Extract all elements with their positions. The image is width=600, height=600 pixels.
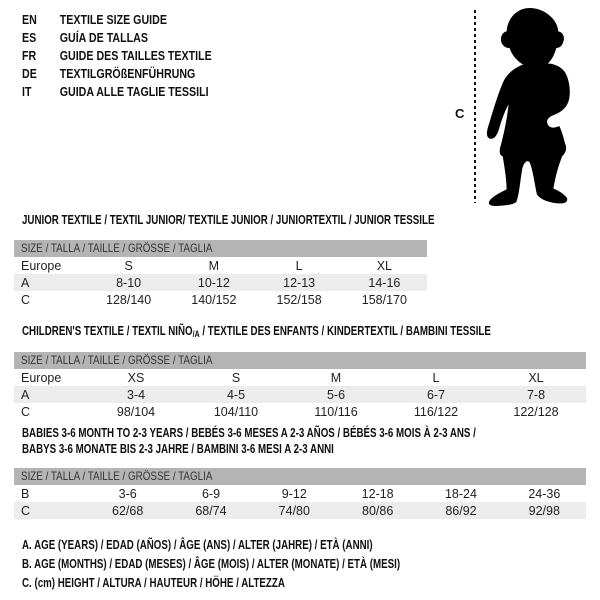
language-row-it: [22, 82, 212, 100]
size-cell: L: [295, 258, 303, 273]
size-cell: S: [124, 258, 133, 273]
language-code: ES: [22, 29, 37, 45]
row-label: C: [21, 292, 31, 307]
value-cell: 74/80: [278, 503, 310, 518]
size-cell: XS: [127, 370, 145, 385]
value-cell: 152/158: [276, 292, 322, 307]
language-code: EN: [22, 11, 37, 27]
value-cell: 92/98: [528, 503, 560, 518]
language-title-list: [22, 10, 253, 100]
children-section-title: [22, 323, 600, 342]
junior-size-table: [14, 240, 427, 308]
table-row-europe: [14, 369, 586, 386]
value-cell: 98/104: [116, 404, 156, 419]
language-title: GUIDE DES TAILLES TEXTILE: [59, 47, 212, 63]
language-title: GUIDA ALLE TAGLIE TESSILI: [59, 83, 209, 99]
value-cell: 104/110: [213, 404, 259, 419]
value-cell: 7-8: [526, 387, 546, 402]
size-cell: L: [432, 370, 440, 385]
size-header-label: SIZE / TALLA / TAILLE / GRÖSSE / TAGLIA: [21, 469, 213, 483]
height-dashed-line: [474, 10, 476, 203]
size-cell: S: [231, 370, 241, 385]
children-title-pre: CHILDREN'S TEXTILE / TEXTIL NIÑO: [22, 324, 193, 338]
size-cell: XL: [376, 258, 393, 273]
value-cell: 12-18: [361, 486, 394, 501]
row-label: A: [21, 387, 30, 402]
row-label: Europe: [21, 370, 62, 385]
table-row-age-months: [14, 485, 586, 502]
children-section-title-text: [22, 323, 491, 342]
value-cell: 3-4: [126, 387, 146, 402]
value-cell: 116/122: [413, 404, 459, 419]
language-code: DE: [22, 65, 37, 81]
value-cell: 6-7: [426, 387, 446, 402]
baby-silhouette: [487, 8, 570, 206]
babies-title-line1: BABIES 3-6 MONTH TO 2-3 YEARS / BEBÉS 3-6 MESES A 2-3 AÑOS / BÉBÉS 3-6 MOIS À 2-3 ANS /: [22, 426, 476, 440]
table-row-height: [14, 502, 586, 519]
value-cell: 8-10: [116, 275, 142, 290]
language-title: TEXTILE SIZE GUIDE: [59, 11, 167, 27]
language-row-fr: [22, 46, 212, 64]
children-title-sub: /A: [192, 329, 200, 339]
value-cell: 86/92: [445, 503, 477, 518]
size-header-band: [14, 240, 427, 257]
size-header-label: SIZE / TALLA / TAILLE / GRÖSSE / TAGLIA: [21, 353, 213, 367]
language-title: TEXTILGRÖßENFÜHRUNG: [59, 65, 196, 81]
value-cell: 4-5: [226, 387, 246, 402]
junior-section-title: [22, 212, 551, 228]
row-label: C: [21, 404, 31, 419]
size-cell: M: [330, 370, 342, 385]
value-cell: 14-16: [368, 275, 401, 290]
table-row-age: [14, 386, 586, 403]
value-cell: 18-24: [444, 486, 477, 501]
value-cell: 10-12: [197, 275, 230, 290]
value-cell: 80/86: [362, 503, 394, 518]
language-code: FR: [22, 47, 37, 63]
language-title: GUÍA DE TALLAS: [59, 29, 148, 45]
note-age-years-text: A. AGE (YEARS) / EDAD (AÑOS) / ÂGE (ANS) / ALTER (JAHRE) / ETÀ (ANNI): [22, 538, 373, 552]
size-header-band: [14, 352, 586, 369]
note-age-years: [22, 536, 507, 555]
baby-silhouette-image: [481, 6, 579, 206]
table-row-height: [14, 403, 586, 420]
row-label: Europe: [21, 258, 62, 273]
size-header-label: SIZE / TALLA / TAILLE / GRÖSSE / TAGLIA: [21, 241, 213, 255]
value-cell: 128/140: [106, 292, 152, 307]
babies-title-line2: BABYS 3-6 MONATE BIS 2-3 JAHRE / BAMBINI 3-6 MESI A 2-3 ANNI: [22, 442, 334, 456]
value-cell: 68/74: [195, 503, 227, 518]
note-age-months-text: B. AGE (MONTHS) / EDAD (MESES) / ÂGE (MOIS) / ALTER (MONATE) / ETÀ (MESI): [22, 557, 401, 571]
value-cell: 140/152: [191, 292, 237, 307]
value-cell: 3-6: [118, 486, 137, 501]
value-cell: 62/68: [112, 503, 144, 518]
row-label: C: [21, 503, 31, 518]
babies-section-title: [22, 425, 600, 457]
table-row-height: [14, 291, 427, 308]
value-cell: 5-6: [326, 387, 346, 402]
size-cell: XL: [528, 370, 544, 385]
note-age-months: [22, 555, 507, 574]
table-row-europe: [14, 257, 427, 274]
language-row-de: [22, 64, 212, 82]
value-cell: 158/170: [361, 292, 407, 307]
language-row-es: [22, 28, 212, 46]
height-measure-label: C: [455, 106, 465, 121]
babies-size-table: [14, 468, 586, 519]
value-cell: 9-12: [281, 486, 307, 501]
language-code: IT: [22, 83, 32, 99]
row-label: B: [21, 486, 30, 501]
value-cell: 110/116: [314, 404, 358, 419]
value-cell: 122/128: [513, 404, 559, 419]
size-cell: M: [208, 258, 220, 273]
note-height-text: C. (cm) HEIGHT / ALTURA / HAUTEUR / HÖHE / ALTEZZA: [22, 576, 285, 590]
value-cell: 6-9: [201, 486, 221, 501]
note-height: [22, 574, 507, 593]
value-cell: 12-13: [283, 275, 316, 290]
language-row-en: [22, 10, 212, 28]
size-header-band: [14, 468, 586, 485]
junior-section-title-text: JUNIOR TEXTILE / TEXTIL JUNIOR/ TEXTILE JUNIOR / JUNIORTEXTIL / JUNIOR TESSILE: [22, 213, 435, 227]
row-label: A: [21, 275, 30, 290]
table-row-age: [14, 274, 427, 291]
children-size-table: [14, 352, 586, 420]
children-title-post: / TEXTILE DES ENFANTS / KINDERTEXTIL / BAMBINI TESSILE: [199, 324, 491, 338]
legend-notes: [22, 536, 507, 593]
value-cell: 24-36: [528, 486, 561, 501]
